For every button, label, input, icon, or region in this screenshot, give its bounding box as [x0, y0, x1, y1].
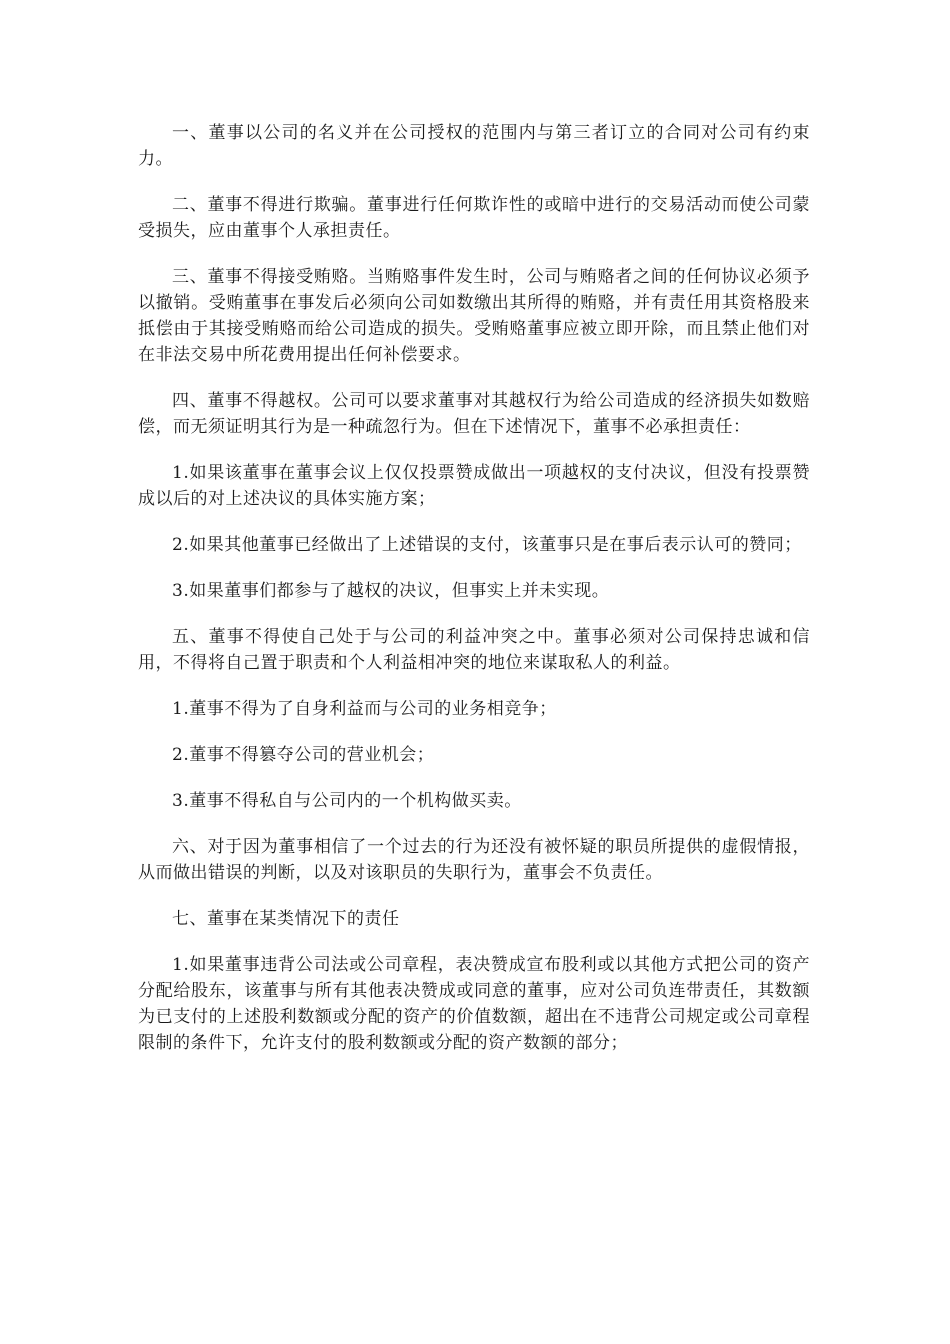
paragraph-2: 二、董事不得进行欺骗。董事进行任何欺诈性的或暗中进行的交易活动而使公司蒙受损失，应由董事个人承担责任。	[138, 195, 810, 241]
list-item-4-3: 3.如果董事们都参与了越权的决议，但事实上并未实现。	[172, 581, 610, 601]
paragraph-7-heading: 七、董事在某类情况下的责任	[172, 909, 400, 929]
list-item-5-1: 1.董事不得为了自身利益而与公司的业务相竞争；	[172, 699, 557, 719]
list-item-4-1: 1.如果该董事在董事会议上仅仅投票赞成做出一项越权的支付决议，但没有投票赞成以后的对上述决议的具体实施方案；	[138, 463, 810, 509]
paragraph-6: 六、对于因为董事相信了一个过去的行为还没有被怀疑的职员所提供的虚假情报，从而做出错误的判断，以及对该职员的失职行为，董事会不负责任。	[138, 837, 810, 883]
paragraph-4: 四、董事不得越权。公司可以要求董事对其越权行为给公司造成的经济损失如数赔偿，而无须证明其行为是一种疏忽行为。但在下述情况下，董事不必承担责任：	[138, 391, 810, 437]
list-item-7-1: 1.如果董事违背公司法或公司章程，表决赞成宣布股利或以其他方式把公司的资产分配给股东，该董事与所有其他表决赞成或同意的董事，应对公司负连带责任，其数额为已支付的上述股利数额或分配的资产的价值数额，超出在不违背公司规定或公司章程限制的条件下，允许支付的股利数额或分配的资产数额的部分；	[138, 955, 810, 1053]
paragraph-5: 五、董事不得使自己处于与公司的利益冲突之中。董事必须对公司保持忠诚和信用，不得将自己置于职责和个人利益相冲突的地位来谋取私人的利益。	[138, 627, 810, 673]
document-page	[138, 120, 810, 1076]
list-item-5-2: 2.董事不得篡夺公司的营业机会；	[172, 745, 435, 765]
list-item-5-3: 3.董事不得私自与公司内的一个机构做买卖。	[172, 791, 522, 811]
paragraph-3: 三、董事不得接受贿赂。当贿赂事件发生时，公司与贿赂者之间的任何协议必须予以撤销。受贿董事在事发后必须向公司如数缴出其所得的贿赂，并有责任用其资格股来抵偿由于其接受贿赂而给公司造成的损失。受贿赂董事应被立即开除，而且禁止他们对在非法交易中所花费用提出任何补偿要求。	[138, 267, 810, 365]
list-item-4-2: 2.如果其他董事已经做出了上述错误的支付，该董事只是在事后表示认可的赞同；	[172, 535, 802, 555]
paragraph-1: 一、董事以公司的名义并在公司授权的范围内与第三者订立的合同对公司有约束力。	[138, 123, 810, 169]
